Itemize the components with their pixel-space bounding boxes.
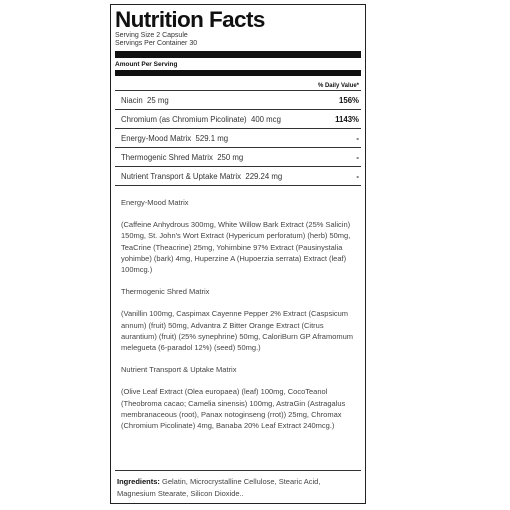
nutrient-dv: 1143% [335, 114, 359, 124]
nutrient-amount: 400 mcg [251, 114, 281, 124]
servings-per-container: Servings Per Container 30 [115, 40, 198, 47]
nutrient-label [121, 96, 169, 105]
nutrient-dv: - [356, 133, 359, 143]
nutrient-row-niacin [115, 91, 361, 110]
section-title: Energy-Mood Matrix [121, 198, 189, 207]
nutrient-label [121, 115, 281, 124]
thick-divider [115, 51, 361, 58]
nutrient-dv: - [356, 171, 359, 181]
nutrient-name: Chromium (as Chromium Picolinate) [121, 114, 247, 124]
nutrient-dv: 156% [339, 95, 359, 105]
nutrient-name: Nutrient Transport & Uptake Matrix [121, 171, 242, 181]
nutrient-amount: 529.1 mg [195, 133, 229, 143]
section-text: (Vanillin 100mg, Caspimax Cayenne Pepper 2% Extract (Caspsicum annum) (fruit) 50mg, Advantra Z Bitter Orange Extract (Citrus aurantium) (fruit) (25% synephrine) 50mg, CaloriBurn GP Aframomum melegueta (6-paradol 12%) (seed) 50mg.) [121, 309, 354, 353]
nutrient-label [121, 153, 243, 162]
nutrient-name: Thermogenic Shred Matrix [121, 152, 213, 162]
section-text: (Caffeine Anhydrous 300mg, White Willow Bark Extract (25% Salicin) 150mg, St. John's Wort Extract (Hypericum perforatum) (herb) 50mg, TeaCrine (Theacrine) 25mg, Yohimbine 97% Extract (Pausinystalia yohimbe) (bark) 4mg, Huperzine A (Hupoerzia serrata) Extract (leaf) 100mcg.) [121, 220, 351, 275]
nutrient-amount: 25 mg [147, 95, 169, 105]
ingredients [115, 470, 361, 500]
section-title: Thermogenic Shred Matrix [121, 287, 210, 297]
nutrient-amount: 229.24 mg [245, 171, 283, 181]
section-text: (Olive Leaf Extract (Olea europaea) (leaf) 100mg, CocoTeanol (Theobroma cacao; Camelia sinensis) 100mg, AstraGin (Astragalus membranaceous (root), Panax notoginseng (rrot)) 25mg, Chromax (Chromium Picolinate) 4mg, Banaba 20% Leaf Extract 240mcg.) [121, 387, 346, 431]
amount-per-serving: Amount Per Serving [115, 61, 178, 68]
nutrient-row-chromium [115, 110, 361, 129]
nutrient-name: Niacin [121, 95, 143, 105]
nutrient-label [121, 172, 282, 181]
panel-title: Nutrition Facts [115, 7, 265, 32]
serving-size: Serving Size 2 Capsule [115, 32, 188, 39]
nutrient-name: Energy-Mood Matrix [121, 133, 192, 143]
nutrient-label [121, 134, 228, 143]
nutrient-amount: 250 mg [217, 152, 244, 162]
section-title: Nutrient Transport & Uptake Matrix [121, 365, 237, 375]
nutrient-row-transport [115, 167, 361, 186]
nutrition-facts-panel [110, 4, 366, 504]
matrix-details [115, 186, 361, 431]
nutrient-row-energy-mood [115, 129, 361, 148]
ingredients-text: Gelatin, Microcrystalline Cellulose, Stearic Acid, Magnesium Stearate, Silicon Dioxide.. [117, 477, 321, 498]
nutrient-dv: - [356, 152, 359, 162]
ingredients-label: Ingredients: [117, 477, 160, 486]
nutrient-row-thermogenic [115, 148, 361, 167]
daily-value-header: % Daily Value* [115, 76, 361, 91]
